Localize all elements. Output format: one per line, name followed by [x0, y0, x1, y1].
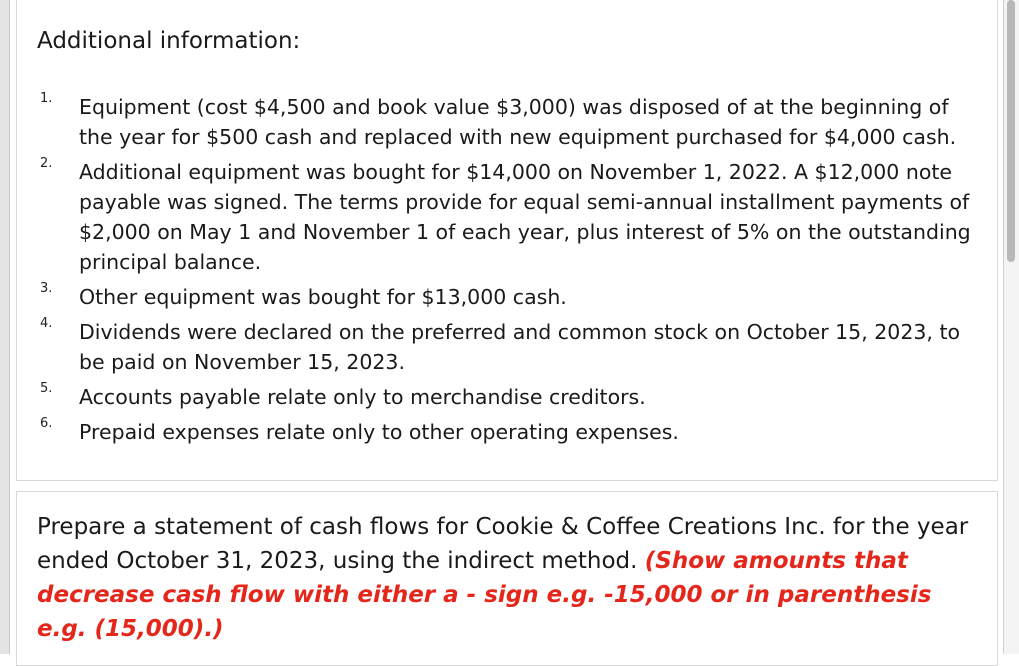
- list-item: [37, 92, 977, 152]
- item-number: 5.: [40, 381, 53, 396]
- item-number: 4.: [40, 316, 53, 331]
- item-text: Other equipment was bought for $13,000 cash.: [79, 285, 567, 309]
- list-item: [37, 417, 977, 447]
- item-text: Prepaid expenses relate only to other operating expenses.: [79, 420, 679, 444]
- list-item: [37, 282, 977, 312]
- item-number: 1.: [40, 91, 53, 106]
- item-text: Additional equipment was bought for $14,000 on November 1, 2022. A $12,000 note payable was signed. The terms provide for equal semi-annual installment payments of $2,000 on May 1 and November 1 of each year, plus interest of 5% on the outstanding principal balance.: [79, 160, 971, 274]
- item-number: 2.: [40, 156, 53, 171]
- task-instruction-text: Prepare a statement of cash flows for Cookie & Coffee Creations Inc. for the year ended October 31, 2023, using the indirect method.: [37, 514, 969, 574]
- item-text: Accounts payable relate only to merchandise creditors.: [79, 385, 646, 409]
- additional-info-list: [37, 92, 977, 452]
- additional-info-panel: [16, 0, 998, 481]
- task-instruction: [37, 510, 987, 646]
- list-item: [37, 382, 977, 412]
- task-emphasis-note: (Show amounts that decrease cash flow with either a - sign e.g. -15,000 or in parenthesis e.g. (15,000).): [37, 548, 932, 642]
- list-item: [37, 157, 977, 277]
- scrollbar-thumb[interactable]: [1007, 0, 1015, 262]
- item-text: Equipment (cost $4,500 and book value $3,000) was disposed of at the beginning of the year for $500 cash and replaced with new equipment purchased for $4,000 cash.: [79, 95, 957, 149]
- item-number: 6.: [40, 416, 53, 431]
- list-item: [37, 317, 977, 377]
- task-panel: [16, 491, 998, 666]
- left-border: [0, 0, 10, 654]
- item-number: 3.: [40, 281, 53, 296]
- additional-info-heading: Additional information:: [37, 28, 301, 54]
- item-text: Dividends were declared on the preferred and common stock on October 15, 2023, to be paid on November 15, 2023.: [79, 320, 961, 374]
